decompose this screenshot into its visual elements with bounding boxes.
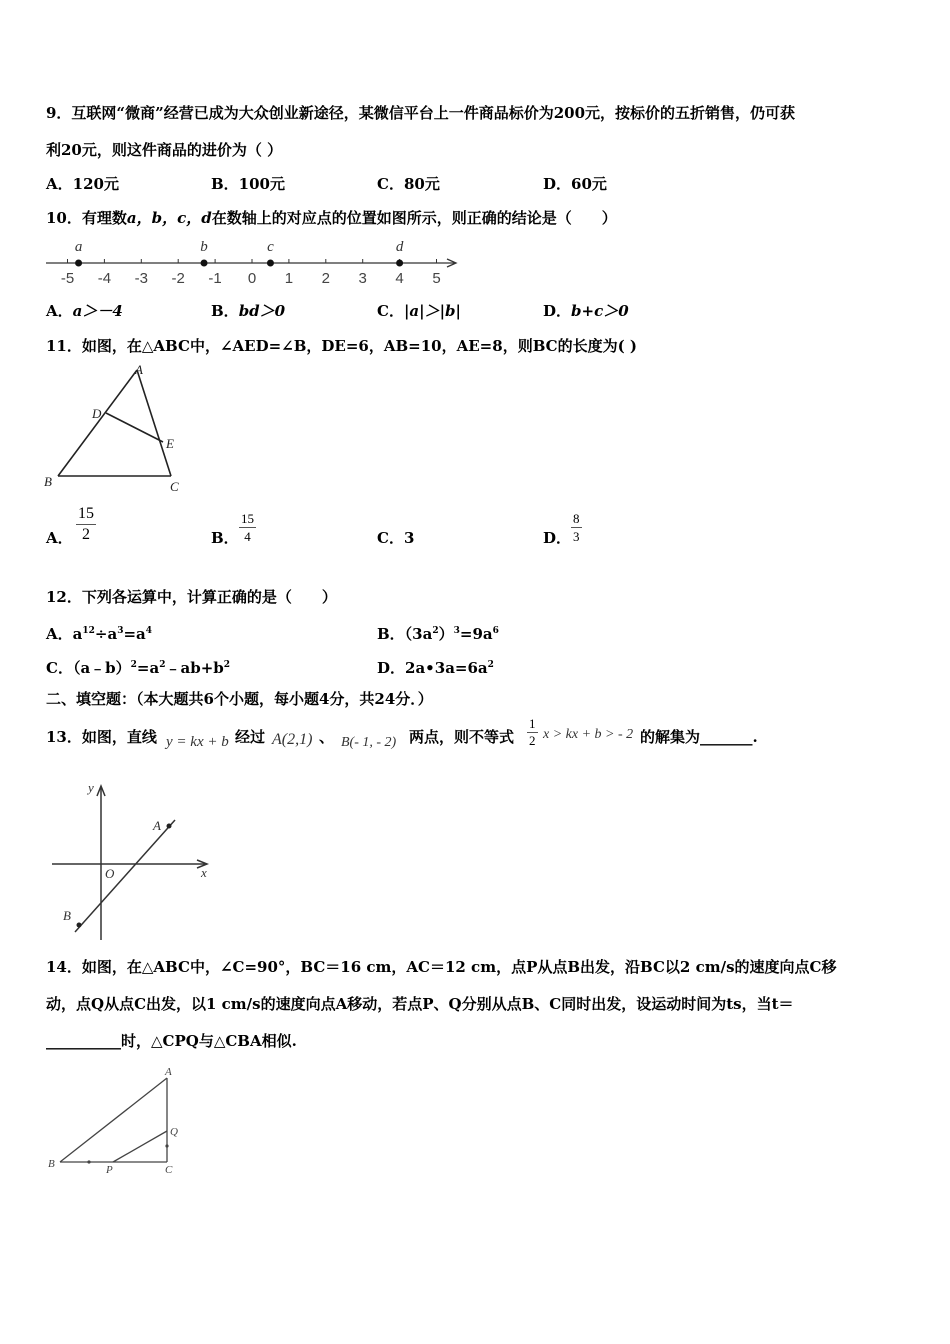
q13-label-o: O [105,866,115,881]
q13-point-b: B(- 1, - 2) [341,735,397,750]
q10-tick-label: 4 [395,270,404,287]
q11-option-a-fraction: $\frac{15}{2}$ [78,505,94,543]
q13-label-b: B [63,908,71,923]
q10-point-label-a: a [74,239,83,255]
q10-tick-label: 0 [247,270,257,287]
q10-point-c [267,260,274,267]
q13-label-x: x [201,865,207,880]
q13-stem-mid2: 两点，则不等式 [409,728,515,746]
q13-stem-suffix: 的解集为_______. [640,728,758,746]
q10-point-label-c: c [267,239,274,255]
q11-option-b-letter: B． [211,529,239,547]
q13-fraction-half: $\frac{1}{2}$ [529,716,536,748]
q14-stem-line1: 14．如图，在△ABC中，∠C=90°，BC＝16 cm，AC＝12 cm，点P从点B出发，沿BC以2 cm/s的速度向点C移 [46,958,837,976]
q10-point-d [396,260,403,267]
q9-option-d: D．60元 [543,175,607,193]
q10-tick-label: 1 [284,270,294,287]
q10-option-b: B．bd＞0 [211,302,286,320]
q10-tick-label: 2 [321,270,330,287]
q10-option-a: A．a＞－4 [46,302,123,320]
q12-stem: 12．下列各运算中，计算正确的是（ ） [46,588,337,606]
q9-stem-line2: 利20元，则这件商品的进价为（ ） [46,141,283,159]
q11-option-a-letter: A． [46,529,73,547]
section-2-heading: 二、填空题：（本大题共6个小题，每小题4分，共24分．） [46,690,433,708]
q14-label-p: P [106,1164,113,1176]
q12-option-a: A．$a^{12}\div a^3=a^4$ [46,625,153,643]
q13-label-a: A [153,818,161,833]
q10-tick-label: -4 [97,270,112,287]
q13-label-y: y [88,780,94,795]
q11-stem: 11．如图，在△ABC中，∠AED=∠B，DE=6，AB=10，AE=8，则BC的长度为( ) [46,337,638,355]
q12-option-d: D．$2a•3a=6a^2$ [377,659,494,677]
q9-option-b: B．100元 [211,175,285,193]
q10-point-label-d: d [395,239,404,255]
q10-tick-label: 3 [358,270,367,287]
q11-option-b-fraction: $\frac{15}{4}$ [241,511,254,544]
q11-label-b: B [44,474,52,489]
q14-label-b: B [48,1158,55,1170]
q11-label-a: A [135,362,143,377]
q12-option-c: C．$(a﹣b)^2=a^2﹣ab+b^2$ [46,659,231,677]
q11-option-d-fraction: $\frac{8}{3}$ [573,511,580,544]
q13-inequality: x > kx + b > - 2 [543,727,634,742]
q14-label-c: C [165,1164,173,1176]
q10-point-b [201,260,208,267]
q14-label-q: Q [170,1126,178,1138]
q9-option-a: A．120元 [46,175,119,193]
q14-stem-line2: 动，点Q从点C出发，以1 cm/s的速度向点A移动，若点P、Q分别从点B、C同时出发，设运动时间为ts，当t＝ [46,995,794,1013]
q11-option-d-letter: D． [543,529,572,547]
q13-separator: 、 [319,728,335,746]
q14-stem-line3: __________时，△CPQ与△CBA相似. [46,1032,297,1050]
q10-tick-label: -1 [208,270,222,287]
q11-label-e: E [166,436,174,451]
q10-tick-label: -3 [134,270,148,287]
q10-stem: 10．有理数a，b，c，d在数轴上的对应点的位置如图所示，则正确的结论是（ ） [46,209,617,227]
q10-tick-label: -5 [60,270,75,287]
q10-option-d: D．b+c＞0 [543,302,629,320]
q11-triangle-figure [40,360,190,495]
q14-label-a: A [165,1066,172,1078]
q10-tick-label: 5 [432,270,441,287]
q14-triangle-figure [40,1065,190,1180]
q9-stem-line1: 9．互联网“微商”经营已成为大众创业新途径，某微信平台上一件商品标价为200元，按标价的五折销售，仍可获 [46,104,796,122]
q12-option-b: B．$(3a^2)^3=9a^6$ [377,625,499,643]
q13-coordinate-figure [45,780,220,945]
q9-option-c: C．80元 [377,175,440,193]
q13-point-a: A(2,1) [272,731,313,748]
q11-option-c: C．3 [377,529,415,547]
q10-point-label-b: b [200,239,208,255]
q11-label-c: C [170,479,179,494]
q13-stem-mid1: 经过 [235,728,266,746]
q10-point-a [75,260,82,267]
q13-stem-prefix: 13．如图，直线 [46,728,157,746]
q13-line-equation: y = kx + b [166,734,229,750]
q10-tick-label: -2 [171,270,185,287]
q10-option-c: C．|a|＞|b| [377,302,461,320]
q11-label-d: D [92,406,102,421]
